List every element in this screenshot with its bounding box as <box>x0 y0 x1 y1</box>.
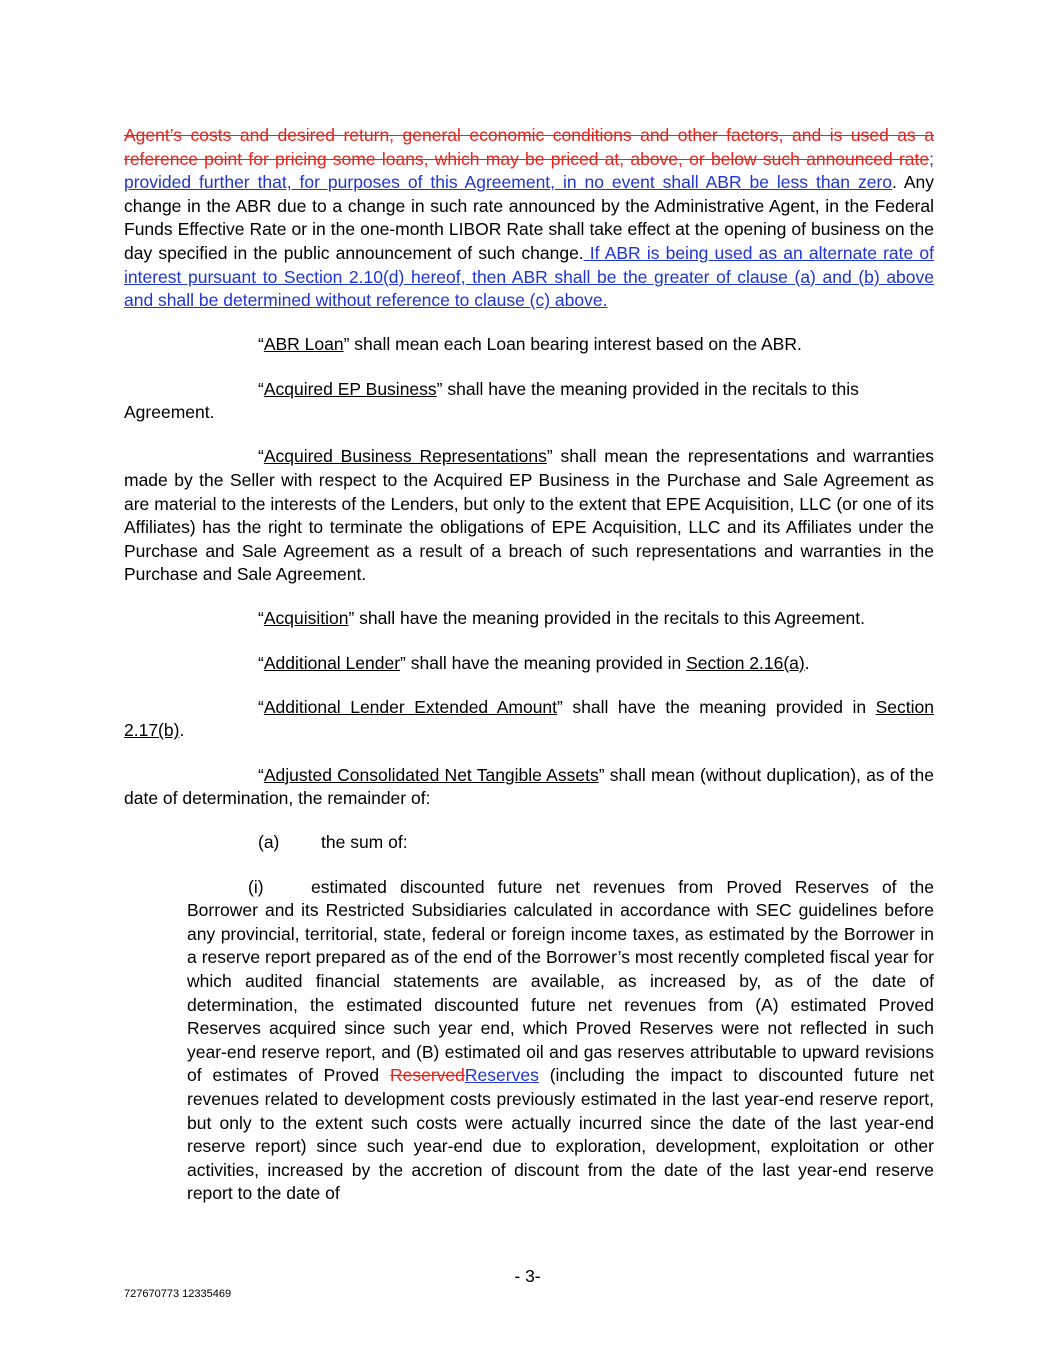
definition-additional-lender: “Additional Lender” shall have the meaning provided in Section 2.16(a). <box>258 652 810 673</box>
defined-term: Acquired EP Business <box>263 378 437 399</box>
defined-term: Additional Lender Extended Amount <box>263 696 558 717</box>
section-reference: Section 2.17(b) <box>124 696 934 741</box>
clause-i <box>124 876 934 1206</box>
defined-term: Acquisition <box>263 608 349 629</box>
inserted-text: If ABR is being used as an alternate rate of interest pursuant to Section 2.10(d) hereof, then ABR shall be the greater of clause (a) and (b) above and shall be determined without reference to clause (c) above. <box>124 242 934 311</box>
definition-text: shall have the meaning provided in <box>562 696 876 717</box>
page-number: - 3- <box>514 1266 541 1286</box>
deleted-text: Agent’s costs and desired return, general economic conditions and other factors, and is used as a reference point for pricing some loans, which may be priced at, above, or below such announced rate <box>124 125 934 169</box>
abr-definition-continuation <box>124 124 934 313</box>
defined-term: Acquired Business Representations <box>263 446 547 467</box>
defined-term: Adjusted Consolidated Net Tangible Assets <box>263 764 599 785</box>
definition-text: shall mean each Loan bearing interest based on the ABR. <box>349 334 802 355</box>
definition-text: shall mean (without duplication), as of the date of determination, the remainder of: <box>124 764 934 809</box>
body-text: . Any change in the ABR due to a change in such rate announced by the Administrative Agent, in the Federal Funds Effective Rate or in the one-month LIBOR Rate shall take effect at the opening of business on the day specified in the public announcement of such change. <box>124 172 934 263</box>
definition-text: shall have the meaning provided in the recitals to this Agreement. <box>354 608 866 629</box>
deleted-text: Reserved <box>390 1065 465 1086</box>
clause-label: (i) <box>248 876 264 897</box>
defined-term: Additional Lender <box>263 652 401 673</box>
clause-a <box>124 831 934 855</box>
definition-acquired-ep-business: “Acquired EP Business” shall have the meaning provided in the recitals to this Agreement. <box>124 378 859 423</box>
inserted-text: ; provided further that, for purposes of this Agreement, in no event shall ABR be less than zero <box>124 148 934 193</box>
document-body <box>124 124 934 1206</box>
definition-acquired-business-representations: “Acquired Business Representations” shall mean the representations and warranties made by the Seller with respect to the Acquired EP Business in the Purchase and Sale Agreement as are material to the interests of the Lenders, but only to the extent that EPE Acquisition, LLC (or one of its Affiliates) has the right to terminate the obligations of EPE Acquisition, LLC and its Affiliates under the Purchase and Sale Agreement as a result of a breach of such representations and warranties in the Purchase and Sale Agreement. <box>124 446 934 585</box>
definition-additional-lender-extended-amount: “Additional Lender Extended Amount” shall have the meaning provided in Section 2.17(b). <box>124 696 934 741</box>
clause-text: estimated discounted future net revenues from Proved Reserves of the Borrower and its Restricted Subsidiaries calculated in accordance with SEC guidelines before any provincial, territorial, state, federal or foreign income taxes, as estimated by the Borrower in a reserve report prepared as of the end of the Borrower’s most recently completed fiscal year for which audited financial statements are available, as increased by, as of the date of determination, the estimated discounted future net revenues from (A) estimated Proved Reserves acquired since such year end, which Proved Reserves were not reflected in such year-end reserve report, and (B) estimated oil and gas reserves attributable to upward revisions of estimates of Proved <box>187 876 934 1086</box>
definition-acquisition: “Acquisition” shall have the meaning provided in the recitals to this Agreement. <box>258 608 866 629</box>
section-reference: Section 2.16(a) <box>686 652 805 673</box>
definition-text: shall have the meaning provided in <box>405 652 687 673</box>
definition-text: shall mean the representations and warranties made by the Seller with respect to the Acquired EP Business in the Purchase and Sale Agreement as are material to the interests of the Lenders, but only to the extent that EPE Acquisition, LLC (or one of its Affiliates) has the right to terminate the obligations of EPE Acquisition, LLC and its Affiliates under the Purchase and Sale Agreement as a result of a breach of such representations and warranties in the Purchase and Sale Agreement. <box>124 446 934 585</box>
inserted-text: Reserves <box>464 1065 539 1086</box>
definition-adjusted-consolidated-net-tangible-assets: “Adjusted Consolidated Net Tangible Assets” shall mean (without duplication), as of the date of determination, the remainder of: <box>124 764 934 809</box>
defined-term: ABR Loan <box>263 334 344 355</box>
clause-text: the sum of: <box>321 832 408 853</box>
document-id: 727670773 12335469 <box>124 1288 232 1300</box>
clause-text: (including the impact to discounted future net revenues related to development costs previously estimated in the last year-end reserve report, but only to the extent such costs were actually incurred since the date of the last year-end reserve report) since such year-end due to exploration, development, exploitation or other activities, increased by the accretion of discount from the date of the last year-end reserve report to the date of <box>187 1065 934 1204</box>
definition-text: shall have the meaning provided in the recitals to this Agreement. <box>124 378 859 423</box>
definition-abr-loan: “ABR Loan” shall mean each Loan bearing interest based on the ABR. <box>258 334 802 355</box>
clause-label: (a) <box>258 832 280 853</box>
